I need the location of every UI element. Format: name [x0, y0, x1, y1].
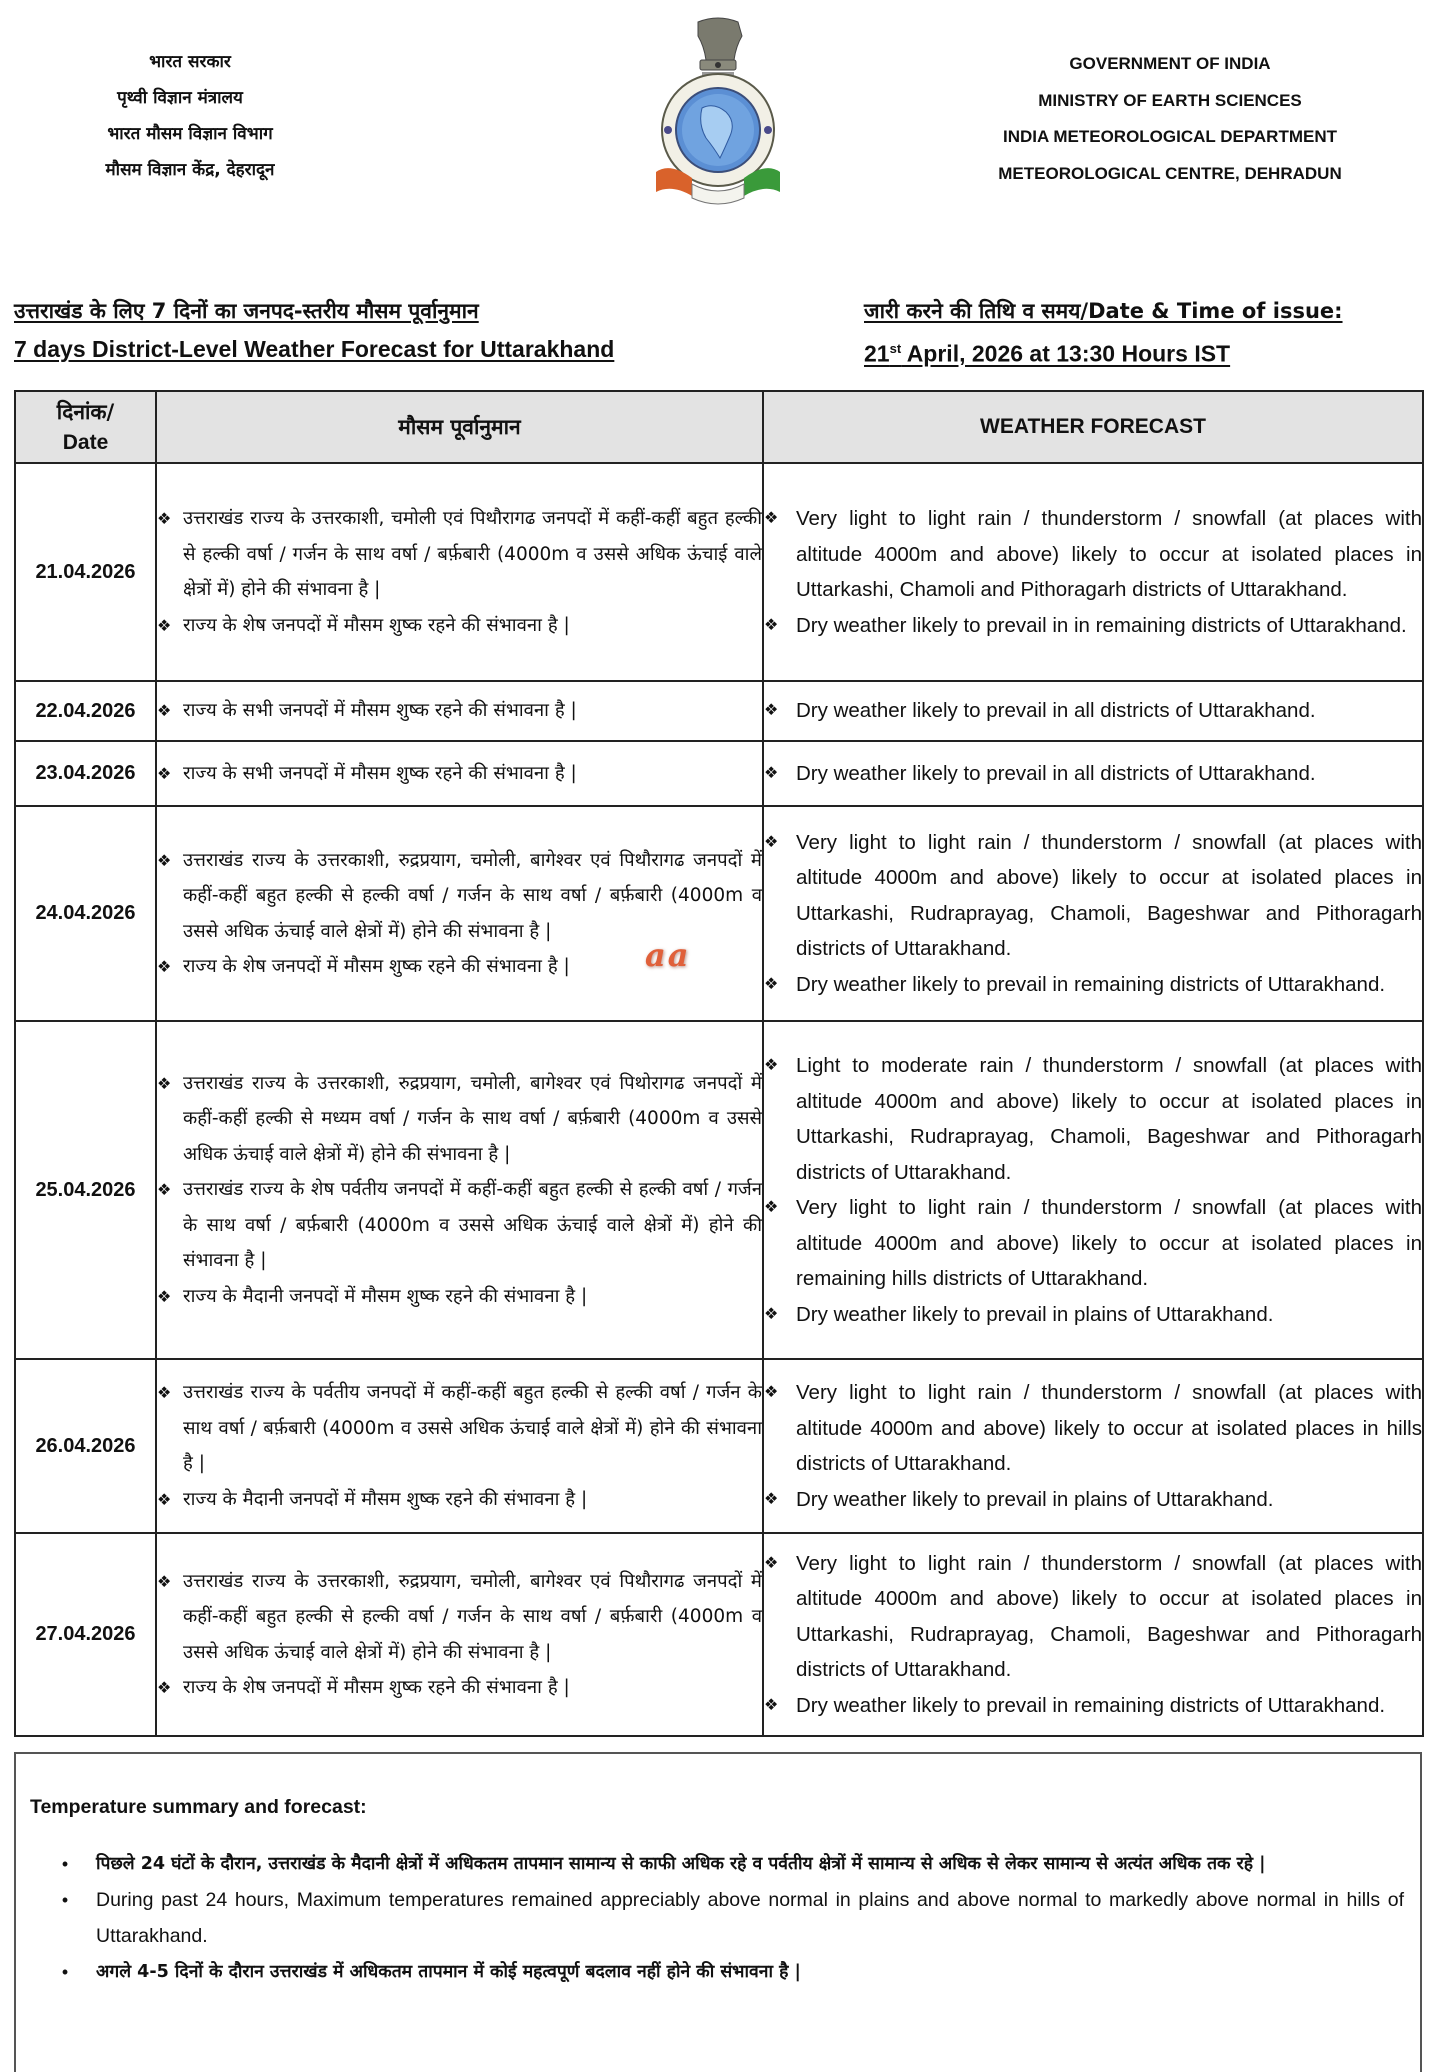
forecast-bullet-item: [157, 1375, 762, 1482]
forecast-hindi-cell: [156, 681, 763, 741]
issue-datetime: [864, 292, 1343, 373]
forecast-text: राज्य के शेष जनपदों में मौसम शुष्क रहने की संभावना है |: [183, 956, 570, 977]
diamond-bullet-icon: ❖: [157, 1286, 172, 1306]
forecast-text: Dry weather likely to prevail in plains of Uttarakhand.: [796, 1302, 1274, 1326]
diamond-bullet-icon: ❖: [764, 833, 779, 851]
forecast-english-cell: [763, 681, 1423, 741]
forecast-english-cell: [763, 1359, 1423, 1533]
forecast-bullet-item: [764, 1546, 1422, 1688]
diamond-bullet-icon: ❖: [157, 615, 172, 635]
diamond-bullet-icon: ❖: [157, 763, 172, 783]
forecast-date: 24.04.2026: [15, 806, 156, 1021]
diamond-bullet-icon: ❖: [157, 850, 172, 870]
diamond-bullet-icon: ❖: [764, 1305, 779, 1323]
forecast-date: 26.04.2026: [15, 1359, 156, 1533]
forecast-text: राज्य के मैदानी जनपदों में मौसम शुष्क रहने की संभावना है |: [183, 1488, 588, 1510]
forecast-date: 23.04.2026: [15, 741, 156, 806]
diamond-bullet-icon: ❖: [764, 1554, 779, 1572]
table-row: [15, 806, 1423, 1021]
forecast-hindi-cell: [156, 1533, 763, 1736]
imd-emblem-logo: [642, 12, 794, 210]
issue-day: 21: [864, 340, 890, 367]
forecast-bullet-item: [764, 608, 1422, 644]
header-english-line: MINISTRY OF EARTH SCIENCES: [1038, 90, 1302, 110]
table-row: [15, 1533, 1423, 1736]
column-header-english-forecast: WEATHER FORECAST: [763, 391, 1423, 463]
forecast-bullet-item: [764, 1375, 1422, 1482]
lion-capital-icon: [698, 18, 742, 76]
table-row: [15, 463, 1423, 681]
forecast-text: Light to moderate rain / thunderstorm / snowfall (at places with altitude 4000m and above) likely to occur at isolated places in Uttarkashi, Rudraprayag, Chamoli, Bageshwar and Pithoragarh districts of Uttarakhand.: [796, 1054, 1422, 1184]
forecast-bullet-item: [764, 501, 1422, 608]
forecast-bullet-item: [157, 1066, 762, 1173]
forecast-bullet-item: [764, 1190, 1422, 1297]
forecast-english-cell: [763, 1021, 1423, 1359]
bullet-dot-icon: •: [61, 1890, 69, 1910]
forecast-text: Very light to light rain / thunderstorm / snowfall (at places with altitude 4000m and above) likely to occur at isolated places in Uttarkashi, Rudraprayag, Chamoli, Bageshwar and Pithoragarh districts of Uttarakhand.: [796, 1551, 1422, 1682]
forecast-bullet-item: [157, 608, 762, 644]
temperature-summary-item: [34, 1882, 1404, 1954]
temperature-summary-text: अगले 4-5 दिनों के दौरान उत्तराखंड में अधिकतम तापमान में कोई महत्वपूर्ण बदलाव नहीं होने की संभावना है |: [96, 1962, 801, 1982]
forecast-text: Dry weather likely to prevail in all districts of Uttarakhand.: [796, 761, 1316, 785]
forecast-text: राज्य के सभी जनपदों में मौसम शुष्क रहने की संभावना है |: [183, 700, 577, 722]
forecast-text: उत्तराखंड राज्य के पर्वतीय जनपदों में कहीं-कहीं बहुत हल्की से हल्की वर्षा / गर्जन के साथ वर्षा / बर्फ़बारी (4000m व उससे अधिक ऊंचाई वाले क्षेत्रों में) होने की संभावना है |: [183, 1382, 762, 1474]
forecast-hindi-cell: [156, 463, 763, 681]
forecast-bullet-item: [764, 967, 1422, 1003]
header-english-line: METEOROLOGICAL CENTRE, DEHRADUN: [998, 163, 1342, 183]
forecast-text: राज्य के मैदानी जनपदों में मौसम शुष्क रहने की संभावना है |: [183, 1285, 588, 1307]
header-english-block: [960, 46, 1380, 192]
diamond-bullet-icon: ❖: [764, 1696, 779, 1714]
document-title: [14, 292, 614, 368]
temperature-summary-item: [34, 1954, 1404, 1990]
column-header-date-english: Date: [62, 430, 109, 454]
forecast-bullet-item: [764, 1297, 1422, 1333]
forecast-bullet-item: [764, 1688, 1422, 1724]
forecast-text: उत्तराखंड राज्य के उत्तरकाशी, चमोली एवं पिथौरागढ जनपदों में कहीं-कहीं बहुत हल्की से हल्की वर्षा / गर्जन के साथ वर्षा / बर्फ़बारी (4000m व उससे अधिक ऊंचाई वाले क्षेत्रों में) होने की संभावना है |: [183, 508, 762, 600]
issue-value: [864, 330, 1343, 373]
diamond-bullet-icon: ❖: [157, 1180, 172, 1200]
forecast-table: [14, 390, 1424, 1737]
diamond-bullet-icon: ❖: [764, 616, 779, 634]
forecast-text: उत्तराखंड राज्य के उत्तरकाशी, रुद्रप्रयाग, चमोली, बागेश्वर एवं पिथौरागढ जनपदों में कहीं-कहीं बहुत हल्की से हल्की वर्षा / गर्जन के साथ वर्षा / बर्फ़बारी (4000m व उससे अधिक ऊंचाई वाले क्षेत्रों में) होने की संभावना है |: [183, 849, 762, 942]
issue-rest: April, 2026 at 13:30 Hours IST: [901, 340, 1231, 367]
header-hindi-line: पृथ्वी विज्ञान मंत्रालय: [117, 88, 243, 108]
forecast-hindi-cell: [156, 741, 763, 806]
diamond-bullet-icon: ❖: [764, 1057, 779, 1074]
column-header-hindi-forecast: मौसम पूर्वानुमान: [156, 391, 763, 463]
header-english-line: GOVERNMENT OF INDIA: [1069, 54, 1271, 73]
column-header-date: [15, 391, 156, 463]
diamond-bullet-icon: ❖: [157, 1489, 172, 1509]
forecast-english-cell: [763, 1533, 1423, 1736]
forecast-bullet-item: [157, 1172, 762, 1279]
forecast-hindi-cell: [156, 806, 763, 1021]
forecast-bullet-item: [157, 756, 762, 792]
table-row: [15, 681, 1423, 741]
title-hindi: उत्तराखंड के लिए 7 दिनों का जनपद-स्तरीय मौसम पूर्वानुमान: [14, 299, 479, 323]
forecast-bullet-item: [764, 1482, 1422, 1518]
forecast-text: राज्य के सभी जनपदों में मौसम शुष्क रहने की संभावना है |: [183, 762, 577, 784]
bullet-dot-icon: •: [61, 1854, 69, 1874]
forecast-date: 21.04.2026: [15, 463, 156, 681]
forecast-bullet-item: [157, 1279, 762, 1315]
diamond-bullet-icon: ❖: [157, 1073, 172, 1093]
column-header-date-hindi: दिनांक/: [56, 399, 115, 424]
imd-emblem-icon: [642, 12, 794, 210]
header-hindi-line: भारत सरकार: [149, 52, 231, 72]
forecast-date: 22.04.2026: [15, 681, 156, 741]
diamond-bullet-icon: ❖: [764, 975, 779, 993]
temperature-summary-list: [34, 1846, 1404, 1990]
temperature-summary-title: Temperature summary and forecast:: [30, 1796, 367, 1818]
header-hindi-line: भारत मौसम विज्ञान विभाग: [107, 124, 273, 144]
issue-day-suffix: st: [889, 341, 902, 356]
forecast-bullet-item: [157, 1670, 762, 1706]
diamond-bullet-icon: ❖: [764, 1199, 779, 1216]
watermark-text: aa: [645, 936, 691, 974]
forecast-text: Dry weather likely to prevail in remaining districts of Uttarakhand.: [796, 1693, 1386, 1717]
forecast-date: 25.04.2026: [15, 1021, 156, 1359]
temperature-summary-item: [34, 1846, 1404, 1882]
header-english-line: INDIA METEOROLOGICAL DEPARTMENT: [1002, 127, 1337, 146]
forecast-text: उत्तराखंड राज्य के शेष पर्वतीय जनपदों में कहीं-कहीं बहुत हल्की से हल्की वर्षा / गर्जन के साथ वर्षा / बर्फ़बारी (4000m व उससे अधिक ऊंचाई वाले क्षेत्रों में) होने की संभावना है |: [183, 1179, 762, 1272]
forecast-text: राज्य के शेष जनपदों में मौसम शुष्क रहने की संभावना है |: [183, 614, 570, 636]
forecast-hindi-cell: [156, 1021, 763, 1359]
temperature-summary-text: पिछले 24 घंटों के दौरान, उत्तराखंड के मैदानी क्षेत्रों में अधिकतम तापमान सामान्य से काफी अधिक रहे व पर्वतीय क्षेत्रों में सामान्य से अधिक से लेकर सामान्य से अत्यंत अधिक तक रहे |: [96, 1854, 1266, 1874]
table-row: [15, 741, 1423, 806]
forecast-text: Very light to light rain / thunderstorm / snowfall (at places with altitude 4000m and above) likely to occur at isolated places in Uttarkashi, Rudraprayag, Chamoli, Bageshwar and Pithoragarh districts of Uttarakhand.: [796, 830, 1422, 961]
forecast-hindi-cell: [156, 1359, 763, 1533]
forecast-bullet-item: [157, 1564, 762, 1671]
forecast-text: उत्तराखंड राज्य के उत्तरकाशी, रुद्रप्रयाग, चमोली, बागेश्वर एवं पिथोरागढ जनपदों में कहीं-कहीं हल्की से मध्यम वर्षा / गर्जन के साथ वर्षा / बर्फ़बारी (4000m व उससे अधिक ऊंचाई वाले क्षेत्रों में) होने की संभावना है |: [183, 1072, 762, 1165]
forecast-text: Very light to light rain / thunderstorm / snowfall (at places with altitude 4000m and above) likely to occur at isolated places in Uttarkashi, Chamoli and Pithoragarh districts of Uttarakhand.: [796, 507, 1422, 601]
forecast-text: उत्तराखंड राज्य के उत्तरकाशी, रुद्रप्रयाग, चमोली, बागेश्वर एवं पिथौरागढ जनपदों में कहीं-कहीं बहुत हल्की से हल्की वर्षा / गर्जन के साथ वर्षा / बर्फ़बारी (4000m व उससे अधिक ऊंचाई वाले क्षेत्रों में) होने की संभावना है |: [183, 1570, 762, 1663]
diamond-bullet-icon: ❖: [157, 509, 172, 528]
diamond-bullet-icon: ❖: [764, 510, 779, 527]
title-english: 7 days District-Level Weather Forecast for Uttarakhand: [14, 336, 615, 362]
diamond-bullet-icon: ❖: [764, 764, 779, 782]
forecast-english-cell: [763, 741, 1423, 806]
forecast-text: Dry weather likely to prevail in all districts of Uttarakhand.: [796, 699, 1316, 723]
forecast-text: Very light to light rain / thunderstorm / snowfall (at places with altitude 4000m and above) likely to occur at isolated places in remaining hills districts of Uttarakhand.: [796, 1196, 1422, 1290]
diamond-bullet-icon: ❖: [764, 1384, 779, 1401]
diamond-bullet-icon: ❖: [157, 701, 172, 721]
forecast-text: Dry weather likely to prevail in in remaining districts of Uttarakhand.: [796, 613, 1407, 637]
forecast-table-body: [15, 463, 1423, 1736]
diamond-bullet-icon: ❖: [157, 1678, 172, 1697]
temperature-summary-text: During past 24 hours, Maximum temperatures remained appreciably above normal in plains and above normal to markedly above normal in hills of Uttarakhand.: [96, 1889, 1404, 1947]
table-header-row: [15, 391, 1423, 463]
temperature-summary-box: [14, 1752, 1422, 2072]
issue-label: जारी करने की तिथि व समय/Date & Time of issue:: [864, 299, 1343, 323]
forecast-bullet-item: [764, 756, 1422, 792]
diamond-bullet-icon: ❖: [764, 1490, 779, 1508]
forecast-bullet-item: [764, 693, 1422, 729]
diamond-bullet-icon: ❖: [764, 702, 779, 720]
table-row: [15, 1359, 1423, 1533]
forecast-bullet-item: [764, 1048, 1422, 1190]
bullet-dot-icon: •: [61, 1962, 69, 1982]
forecast-bullet-item: [157, 693, 762, 729]
forecast-bullet-item: [157, 501, 762, 608]
forecast-text: Dry weather likely to prevail in remaining districts of Uttarakhand.: [796, 972, 1386, 996]
forecast-text: राज्य के शेष जनपदों में मौसम शुष्क रहने की संभावना है |: [183, 1677, 570, 1698]
forecast-bullet-item: [157, 843, 762, 950]
forecast-english-cell: [763, 806, 1423, 1021]
forecast-bullet-item: [764, 825, 1422, 967]
header-hindi-block: [40, 44, 340, 188]
diamond-bullet-icon: ❖: [157, 1571, 172, 1591]
forecast-text: Dry weather likely to prevail in plains of Uttarakhand.: [796, 1487, 1274, 1511]
header-hindi-line: मौसम विज्ञान केंद्र, देहरादून: [105, 160, 275, 180]
forecast-english-cell: [763, 463, 1423, 681]
forecast-date: 27.04.2026: [15, 1533, 156, 1736]
forecast-bullet-item: [157, 1482, 762, 1518]
diamond-bullet-icon: ❖: [157, 957, 172, 976]
diamond-bullet-icon: ❖: [157, 1383, 172, 1402]
table-row: [15, 1021, 1423, 1359]
forecast-text: Very light to light rain / thunderstorm / snowfall (at places with altitude 4000m and above) likely to occur at isolated places in hills districts of Uttarakhand.: [796, 1381, 1422, 1475]
